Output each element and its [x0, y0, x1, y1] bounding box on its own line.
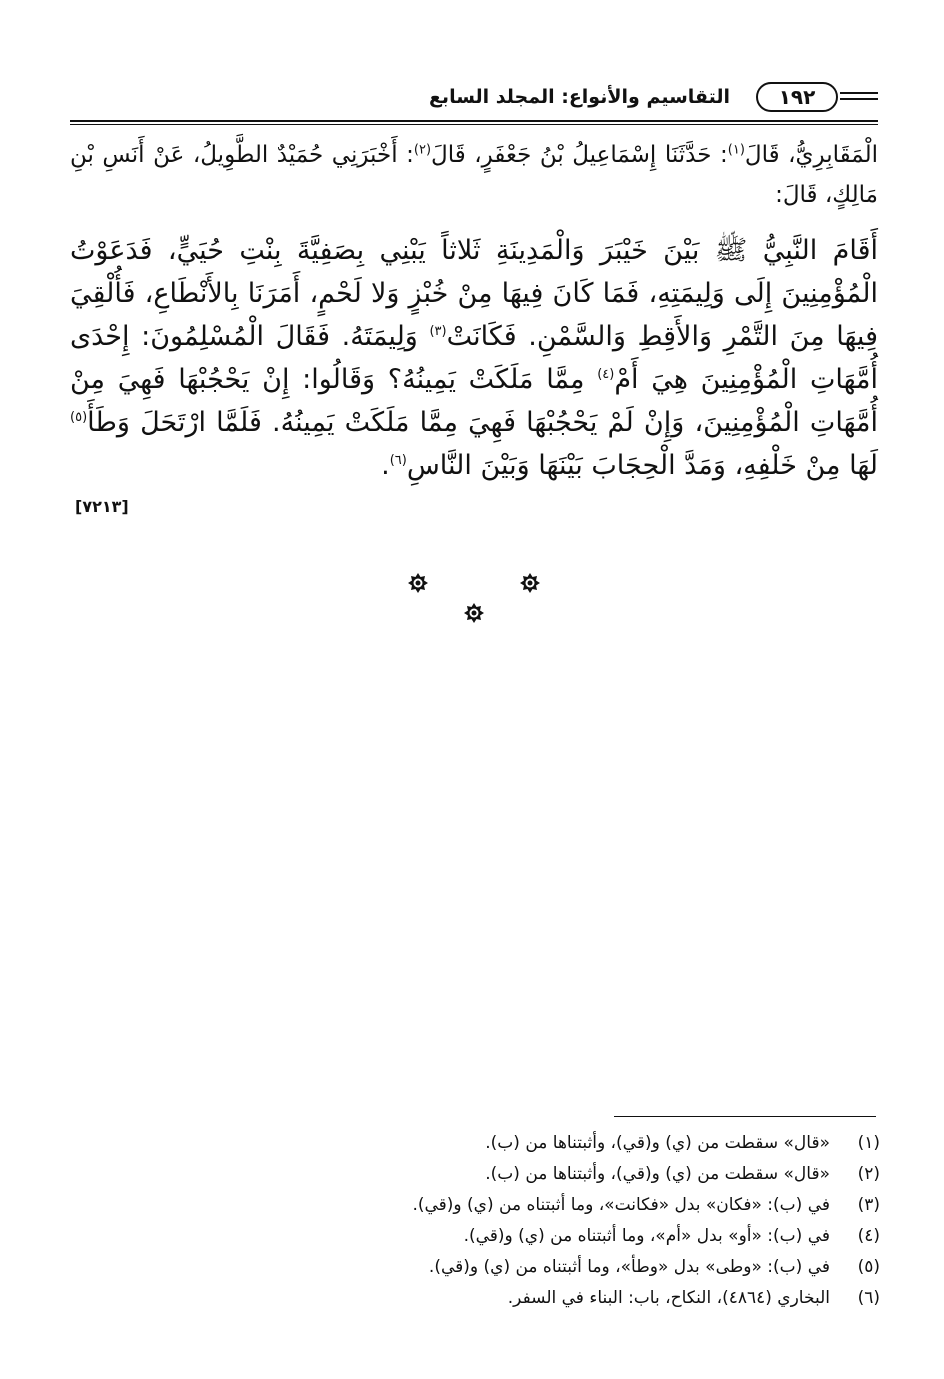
footnote-6	[300, 1283, 880, 1314]
footnote-ref-5[interactable]: (٥)	[70, 410, 88, 425]
matn-part-3: مِمَّا مَلَكَتْ يَمِينُهُ؟ وَقَالُوا: إِنْ يَحْجُبْهَا فَهِيَ مِنْ أُمَّهَاتِ الْمُؤْمِنِينَ، وَإِنْ لَمْ يَحْجُبْهَا فَهِيَ مِمَّا مَلَكَتْ يَمِينُهُ. فَلَمَّا ارْتَحَلَ وَطَأَ	[70, 364, 878, 438]
page-number-frame	[750, 80, 878, 116]
footnote-text: «قال» سقطت من (ي) و(قي)، وأثبتناها من (ب).	[485, 1164, 830, 1184]
footnote-text: في (ب): «أو» بدل «أم»، وما أثبتناه من (ي) و(قي).	[463, 1226, 830, 1246]
isnad-part-1: الْمَقَابِرِيُّ، قَالَ	[744, 142, 878, 168]
footnote-3	[300, 1190, 880, 1221]
footnote-text: في (ب): «فكان» بدل «فكانت»، وما أثبتناه من (ي) و(قي).	[412, 1195, 830, 1215]
header-title: التقاسيم والأنواع: المجلد السابع	[428, 86, 730, 108]
rosette-ornament-icon	[520, 573, 540, 593]
matn-part-4: لَهَا مِنْ خَلْفِهِ، وَمَدَّ الْحِجَابَ بَيْنَهَا وَبَيْنَ النَّاسِ	[406, 450, 878, 481]
page-number: ١٩٢	[756, 82, 838, 112]
footnotes	[300, 1128, 880, 1314]
matn-part-2: وَلِيمَتَهُ. فَقَالَ الْمُسْلِمُونَ: إِحْدَى أُمَّهَاتِ الْمُؤْمِنِينَ هِيَ أَمْ	[70, 321, 878, 395]
isnad-part-2: : حَدَّثَنَا إِسْمَاعِيلُ بْنُ جَعْفَرٍ، قَالَ	[431, 142, 728, 168]
footnote-ref-4[interactable]: (٤)	[597, 367, 615, 382]
isnad-paragraph	[70, 135, 878, 215]
footnote-separator	[614, 1116, 876, 1117]
footnote-4	[300, 1221, 880, 1252]
footnote-text: في (ب): «وطى» بدل «وطأ»، وما أثبتناه من (ي) و(قي).	[428, 1257, 830, 1277]
footnote-number: (٢)	[857, 1164, 880, 1184]
hadith-reference-number: [٧٢١٣]	[75, 497, 129, 516]
main-text	[70, 135, 878, 487]
footnote-ref-6[interactable]: (٦)	[389, 453, 407, 468]
page-number-double-rule	[840, 92, 878, 100]
rosette-ornament-icon	[464, 603, 484, 623]
footnote-text: «قال» سقطت من (ي) و(قي)، وأثبتناها من (ب).	[485, 1133, 830, 1153]
footnote-2	[300, 1159, 880, 1190]
footnote-ref-3[interactable]: (٣)	[429, 324, 447, 339]
footnote-1	[300, 1128, 880, 1159]
matn-part-1: أَقَامَ النَّبِيُّ ﷺ بَيْنَ خَيْبَرَ وَالْمَدِينَةِ ثَلاثاً يَبْنِي بِصَفِيَّةَ بِنْتِ حُيَيٍّ، فَدَعَوْتُ الْمُؤْمِنِينَ إِلَى وَلِيمَتِهِ، فَمَا كَانَ فِيهَا مِنْ خُبْزٍ وَلا لَحْمٍ، أَمَرَنَا بِالأَنْطَاعِ، فَأُلْقِيَ فِيهَا مِنَ التَّمْرِ وَالأَقِطِ وَالسَّمْنِ. فَكَانَتْ	[70, 235, 878, 352]
footnote-number: (٣)	[857, 1195, 880, 1215]
footnote-ref-2[interactable]: (٢)	[413, 142, 432, 158]
footnote-ref-1[interactable]: (١)	[727, 142, 745, 158]
isnad-part-3: : أَخْبَرَنِي حُمَيْدٌ الطَّوِيلُ، عَنْ أَنَسِ بْنِ مَالِكٍ، قَالَ:	[70, 142, 878, 208]
matn-end: .	[381, 450, 390, 481]
rosette-ornament-icon	[408, 573, 428, 593]
matn-paragraph	[70, 229, 878, 487]
footnote-text: البخاري (٤٨٦٤)، النكاح، باب: البناء في السفر.	[507, 1288, 830, 1308]
footnote-number: (١)	[857, 1133, 880, 1153]
footnote-5	[300, 1252, 880, 1283]
running-header	[70, 80, 878, 124]
footnote-number: (٤)	[857, 1226, 880, 1246]
header-rule	[70, 120, 878, 125]
footnote-number: (٥)	[857, 1257, 880, 1277]
footnote-number: (٦)	[857, 1288, 880, 1308]
